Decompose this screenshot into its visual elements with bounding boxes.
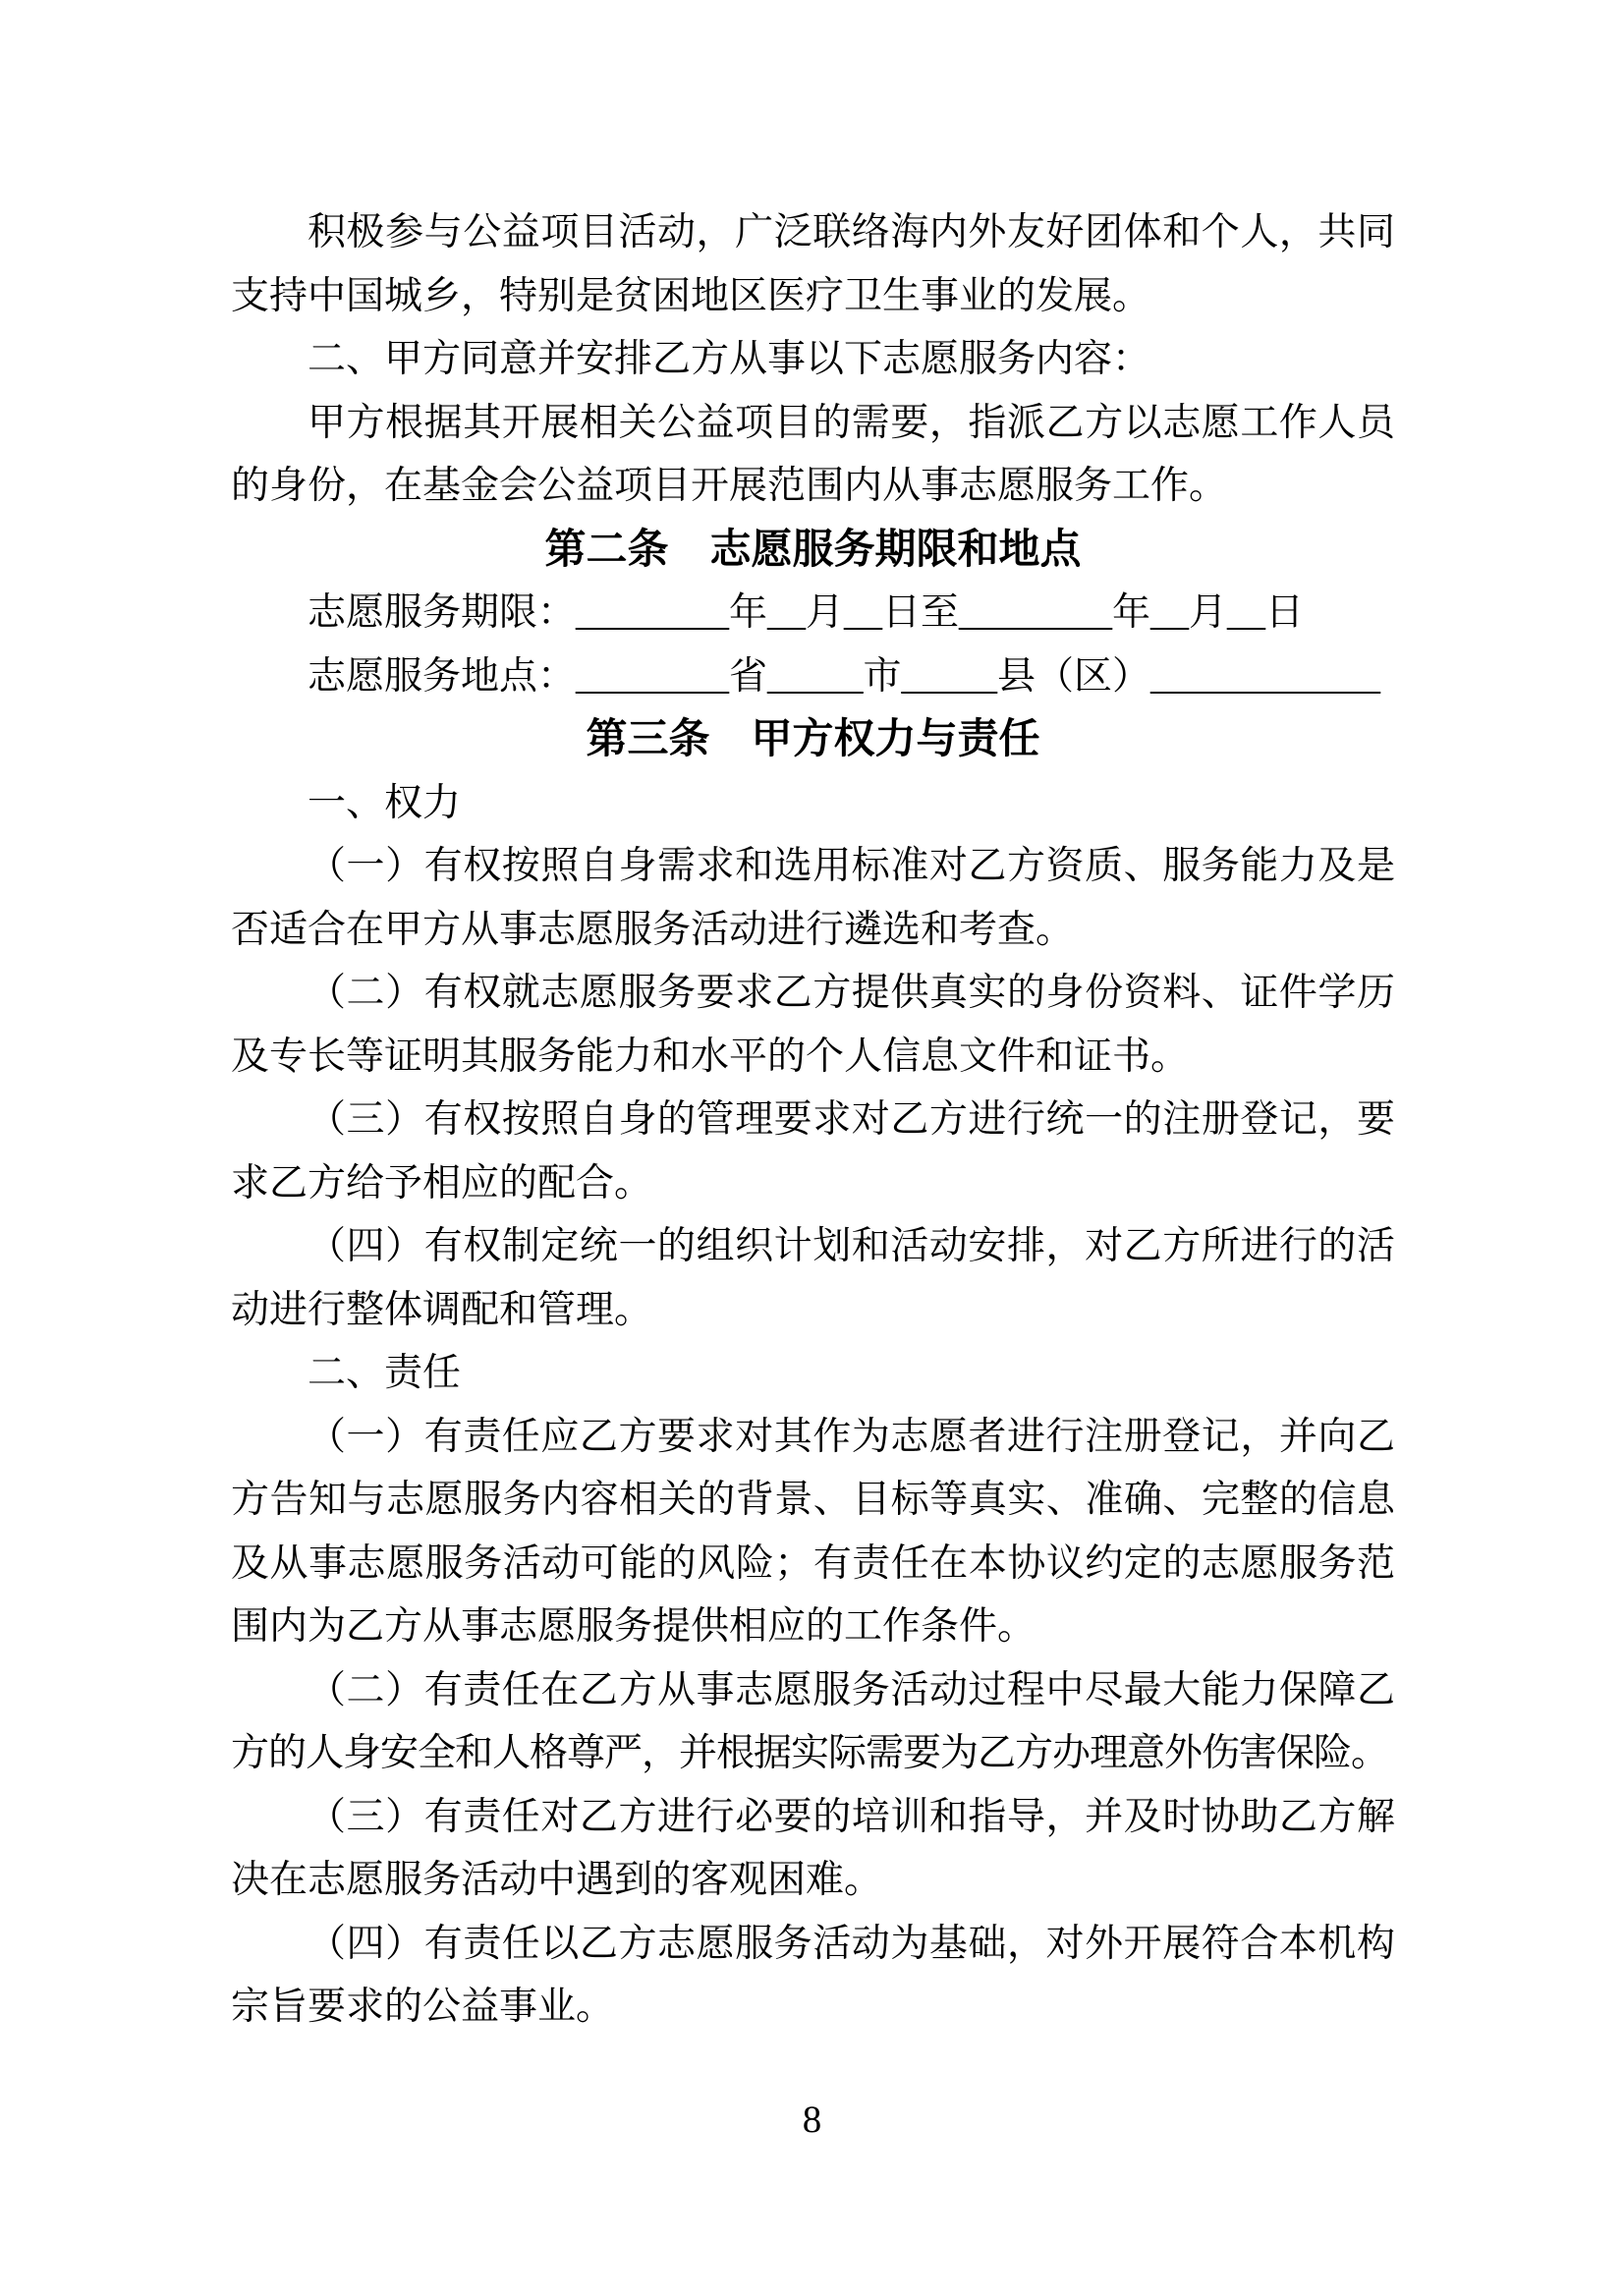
paragraph-line: 二、甲方同意并安排乙方从事以下志愿服务内容：: [308, 338, 1151, 380]
paragraph-line: 宗旨要求的公益事业。: [231, 1986, 615, 2028]
paragraph-line: （二）有责任在乙方从事志愿服务活动过程中尽最大能力保障乙: [308, 1668, 1395, 1711]
subsection-heading: 一、权力: [308, 781, 462, 824]
paragraph-line: （三）有权按照自身的管理要求对乙方进行统一的注册登记，要: [308, 1098, 1395, 1141]
paragraph-line: 方的人身安全和人格尊严，并根据实际需要为乙方办理意外伤害保险。: [231, 1732, 1389, 1774]
service-location-blank-line: 志愿服务地点：________省_____市_____县（区）____________: [308, 654, 1381, 698]
paragraph-line: 决在志愿服务活动中遇到的客观困难。: [231, 1859, 883, 1901]
document-body: [231, 201, 1395, 2040]
paragraph-line: 动进行整体调配和管理。: [231, 1288, 653, 1331]
paragraph-line: （三）有责任对乙方进行必要的培训和指导，并及时协助乙方解: [308, 1795, 1395, 1838]
subsection-heading: 二、责任: [308, 1352, 462, 1394]
section-heading-article-2: 第二条 志愿服务期限和地点: [544, 527, 1082, 573]
paragraph-line: 甲方根据其开展相关公益项目的需要，指派乙方以志愿工作人员: [308, 401, 1395, 444]
paragraph-line: 及专长等证明其服务能力和水平的个人信息文件和证书。: [231, 1035, 1190, 1078]
paragraph-line: 支持中国城乡，特别是贫困地区医疗卫生事业的发展。: [231, 274, 1151, 317]
paragraph-line: 围内为乙方从事志愿服务提供相应的工作条件。: [231, 1605, 1036, 1648]
paragraph-line: 求乙方给予相应的配合。: [231, 1161, 653, 1204]
paragraph-line: （二）有权就志愿服务要求乙方提供真实的身份资料、证件学历: [308, 972, 1395, 1014]
paragraph-line: （一）有责任应乙方要求对其作为志愿者进行注册登记，并向乙: [308, 1415, 1395, 1458]
paragraph-line: 积极参与公益项目活动，广泛联络海内外友好团体和个人，共同: [308, 211, 1395, 253]
paragraph-line: 否适合在甲方从事志愿服务活动进行遴选和考查。: [231, 908, 1075, 951]
paragraph-line: （四）有权制定统一的组织计划和活动安排，对乙方所进行的活: [308, 1225, 1395, 1267]
section-heading-article-3: 第三条 甲方权力与责任: [586, 717, 1040, 762]
paragraph-line: 方告知与志愿服务内容相关的背景、目标等真实、准确、完整的信息: [231, 1479, 1395, 1521]
paragraph-line: （四）有责任以乙方志愿服务活动为基础，对外开展符合本机构: [308, 1922, 1395, 1965]
page-number: 8: [802, 2099, 822, 2141]
paragraph-line: 及从事志愿服务活动可能的风险；有责任在本协议约定的志愿服务范: [231, 1541, 1395, 1585]
paragraph-line: 的身份，在基金会公益项目开展范围内从事志愿服务工作。: [231, 465, 1228, 507]
paragraph-line: （一）有权按照自身需求和选用标准对乙方资质、服务能力及是: [308, 845, 1395, 887]
service-period-blank-line: 志愿服务期限：________年__月__日至________年__月__日: [308, 591, 1305, 634]
